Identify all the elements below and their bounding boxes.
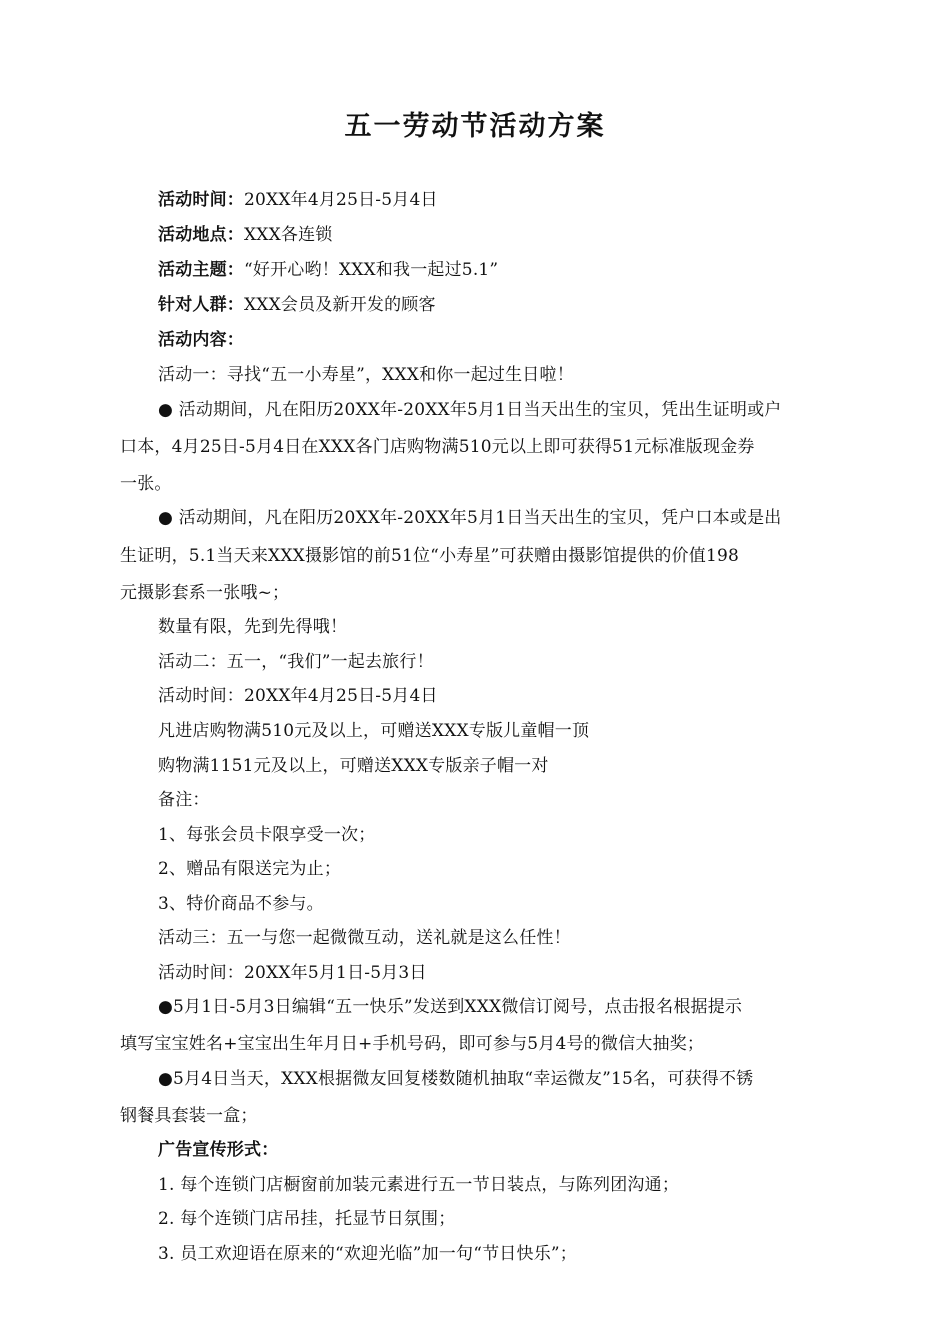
activity-time-value: 20XX年4月25日-5月4日 [244, 190, 438, 210]
activity3-time: 活动时间：20XX年5月1日-5月3日 [158, 963, 427, 983]
activity-time-label: 活动时间： [158, 190, 244, 210]
ads-item: 1. 每个连锁门店橱窗前加装元素进行五一节日装点，与陈列团沟通； [158, 1175, 680, 1195]
activity-theme-label: 活动主题： [158, 260, 244, 280]
target-audience-label: 针对人群： [158, 295, 244, 315]
activity2-remark-item: 1、每张会员卡限享受一次； [158, 825, 376, 845]
activity3-heading: 活动三：五一与您一起微微互动，送礼就是这么任性！ [158, 928, 571, 948]
activity-theme-value: “好开心哟！XXX和我一起过5.1” [244, 260, 499, 280]
target-audience-value: XXX会员及新开发的顾客 [244, 295, 436, 315]
activity3-bullet1-line: 填写宝宝姓名+宝宝出生年月日+手机号码，即可参与5月4号的微信大抽奖； [120, 1034, 705, 1054]
activity1-heading: 活动一：寻找“五一小寿星”，XXX和你一起过生日啦！ [158, 365, 574, 385]
activity2-remark-item: 3、特价商品不参与。 [158, 894, 324, 914]
document-title: 五一劳动节活动方案 [344, 111, 606, 142]
activity-place-value: XXX各连锁 [244, 225, 333, 245]
activity-time-row [158, 190, 838, 210]
activity1-bullet2-line: ● 活动期间，凡在阳历20XX年-20XX年5月1日当天出生的宝贝，凭户口本或是出 [158, 508, 782, 528]
activity1-bullet2-line: 生证明，5.1当天来XXX摄影馆的前51位“小寿星”可获赠由摄影馆提供的价值198 [120, 546, 740, 566]
activity1-bullet1-line: 一张。 [120, 474, 172, 494]
activity-place-row [158, 225, 838, 245]
activity3-bullet2-line: 钢餐具套装一盒； [120, 1106, 258, 1126]
activity1-note: 数量有限，先到先得哦！ [158, 617, 348, 637]
activity-content-label: 活动内容： [158, 330, 244, 350]
activity3-bullet1-line: ●5月1日-5月3日编辑“五一快乐”发送到XXX微信订阅号，点击报名根据提示 [158, 997, 743, 1017]
activity1-bullet1-line: ● 活动期间，凡在阳历20XX年-20XX年5月1日当天出生的宝贝，凭出生证明或户 [158, 400, 782, 420]
activity2-heading: 活动二：五一，“我们”一起去旅行！ [158, 652, 434, 672]
activity2-time: 活动时间：20XX年4月25日-5月4日 [158, 686, 438, 706]
activity2-rule2: 购物满1151元及以上，可赠送XXX专版亲子帽一对 [158, 756, 549, 776]
activity1-bullet2-line: 元摄影套系一张哦~； [120, 583, 290, 603]
activity2-remark-item: 2、赠品有限送完为止； [158, 859, 342, 879]
ads-item: 3. 员工欢迎语在原来的“欢迎光临”加一句“节日快乐”； [158, 1244, 577, 1264]
activity-place-label: 活动地点： [158, 225, 244, 245]
activity2-rule1: 凡进店购物满510元及以上，可赠送XXX专版儿童帽一顶 [158, 721, 590, 741]
ads-heading: 广告宣传形式： [158, 1140, 279, 1160]
activity2-remark-label: 备注： [158, 790, 210, 810]
ads-item: 2. 每个连锁门店吊挂，托显节日氛围； [158, 1209, 456, 1229]
activity1-bullet1-line: 口本，4月25日-5月4日在XXX各门店购物满510元以上即可获得51元标准版现金券 [120, 437, 755, 457]
activity3-bullet2-line: ●5月4日当天，XXX根据微友回复楼数随机抽取“幸运微友”15名，可获得不锈 [158, 1069, 754, 1089]
target-audience-row [158, 295, 838, 315]
activity-theme-row [158, 260, 838, 280]
